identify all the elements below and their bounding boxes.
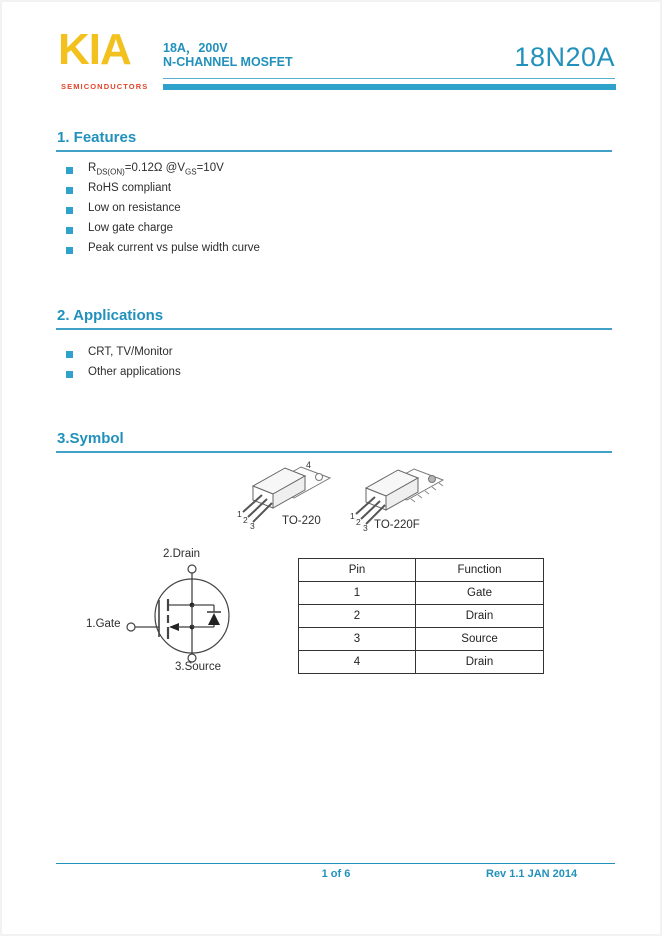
pin-number-3: 3 — [363, 523, 368, 532]
body-arrow — [169, 623, 179, 631]
bullet-icon — [66, 247, 73, 254]
function-cell: Source — [416, 628, 544, 651]
bullet-icon — [66, 371, 73, 378]
features-heading: 1. Features — [57, 129, 137, 146]
applications-underline — [56, 328, 612, 330]
revision-info: Rev 1.1 JAN 2014 — [486, 868, 578, 880]
gate-terminal — [127, 623, 135, 631]
kia-logo-subtitle: SEMICONDUCTORS — [61, 82, 149, 91]
mounting-hole — [429, 476, 436, 483]
function-cell: Drain — [416, 605, 544, 628]
pin-column-header: Pin — [299, 559, 416, 582]
pin-cell: 3 — [299, 628, 416, 651]
rds-subscript: DS(ON) — [96, 167, 125, 177]
mosfet-circuit-symbol — [80, 545, 260, 685]
source-label: 3.Source — [175, 661, 222, 673]
symbol-heading: 3.Symbol — [57, 430, 124, 447]
application-item: CRT, TV/Monitor — [88, 346, 173, 358]
pin-function-table — [298, 558, 544, 674]
bullet-icon — [66, 167, 73, 174]
vgs-subscript: GS — [185, 167, 197, 177]
feature-item-rds — [88, 162, 224, 176]
table-row — [299, 628, 544, 651]
application-item: Other applications — [88, 366, 181, 378]
feature-item: RoHS compliant — [88, 182, 172, 194]
footer-rule — [56, 863, 615, 864]
part-number: 18N20A — [514, 42, 615, 72]
bullet-icon — [66, 207, 73, 214]
bullet-icon — [66, 227, 73, 234]
device-type: N-CHANNEL MOSFET — [163, 55, 293, 69]
device-rating: 18A，200V — [163, 41, 228, 55]
features-underline — [56, 150, 612, 152]
diode-triangle — [208, 613, 220, 625]
table-row — [299, 582, 544, 605]
to220f-label: TO-220F — [374, 519, 420, 531]
table-row — [299, 651, 544, 674]
header-accent-bar — [163, 84, 616, 90]
pin-number-3: 3 — [250, 521, 255, 530]
to220-label: TO-220 — [282, 515, 321, 527]
bullet-icon — [66, 351, 73, 358]
function-column-header: Function — [416, 559, 544, 582]
pin-number-4: 4 — [306, 460, 312, 470]
table-row — [299, 605, 544, 628]
function-cell: Gate — [416, 582, 544, 605]
pin-cell: 4 — [299, 651, 416, 674]
applications-heading: 2. Applications — [57, 307, 164, 324]
pin-number-1: 1 — [350, 511, 355, 521]
rds-base: R — [88, 162, 97, 174]
feature-item: Low on resistance — [88, 202, 181, 214]
rds-mid: =0.12Ω @V — [124, 162, 186, 174]
feature-item: Low gate charge — [88, 222, 174, 234]
feature-item: Peak current vs pulse width curve — [88, 242, 260, 254]
gate-label: 1.Gate — [86, 618, 121, 630]
drain-label: 2.Drain — [163, 548, 201, 560]
bullet-icon — [66, 187, 73, 194]
table-header-row — [299, 559, 544, 582]
lead-3 — [253, 503, 272, 522]
drain-terminal — [188, 565, 196, 573]
function-cell: Drain — [416, 651, 544, 674]
pin-number-2: 2 — [243, 515, 248, 525]
rds-tail: =10V — [196, 162, 224, 174]
kia-logo: KIA — [58, 25, 131, 74]
mounting-hole — [316, 474, 323, 481]
pin-cell: 1 — [299, 582, 416, 605]
pin-cell: 2 — [299, 605, 416, 628]
header-thin-rule — [163, 78, 615, 79]
pin-number-2: 2 — [356, 517, 361, 527]
page-number: 1 of 6 — [321, 868, 351, 880]
pin-number-1: 1 — [237, 509, 242, 519]
